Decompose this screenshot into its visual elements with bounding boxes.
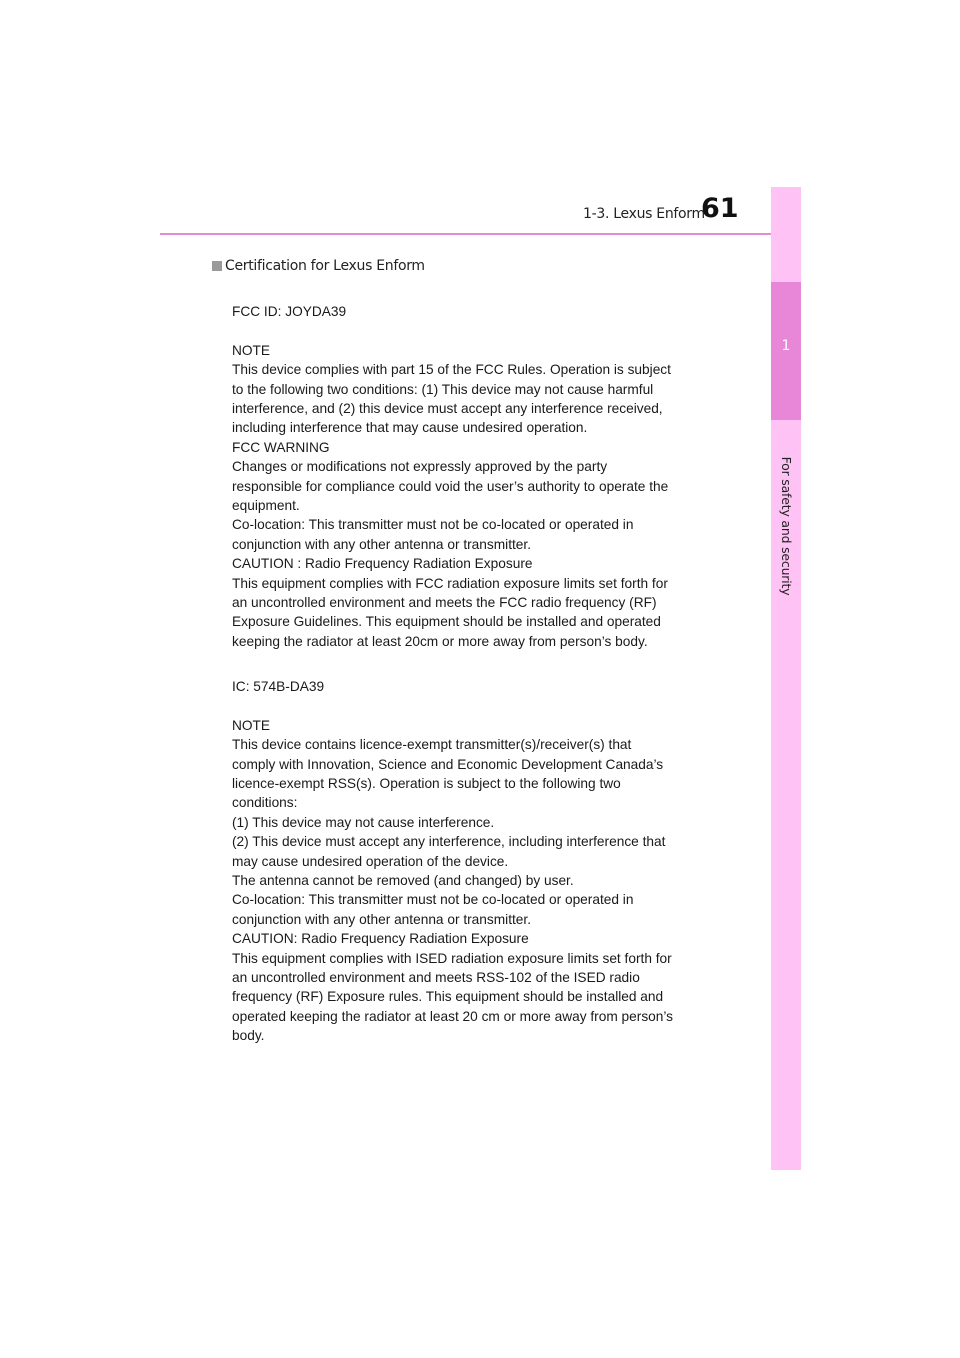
- chapter-label: For safety and security: [779, 456, 794, 596]
- fcc-line: FCC WARNING: [232, 439, 330, 455]
- ic-note-heading: NOTE: [232, 717, 271, 733]
- fcc-line: an uncontrolled environment and meets the FCC radio frequency (RF): [232, 595, 657, 611]
- ic-certification-block: [232, 677, 742, 1046]
- ic-line: operated keeping the radiator at least 20 cm or more away from person’s: [232, 1008, 674, 1024]
- spacer: [232, 696, 742, 715]
- ic-id: IC: 574B-DA39: [232, 679, 325, 694]
- ic-line: The antenna cannot be removed (and changed) by user.: [232, 873, 574, 889]
- fcc-line: This device complies with part 15 of the FCC Rules. Operation is subject: [232, 362, 671, 378]
- ic-line: an uncontrolled environment and meets RSS-102 of the ISED radio: [232, 970, 640, 986]
- square-bullet-icon: [212, 261, 222, 271]
- ic-line: This device contains licence-exempt transmitter(s)/receiver(s) that: [232, 737, 632, 753]
- fcc-line: to the following two conditions: (1) This device may not cause harmful: [232, 381, 654, 397]
- fcc-line: conjunction with any other antenna or transmitter.: [232, 536, 532, 552]
- fcc-line: responsible for compliance could void the user’s authority to operate the: [232, 478, 669, 494]
- ic-line: frequency (RF) Exposure rules. This equipment should be installed and: [232, 989, 664, 1005]
- ic-line: conjunction with any other antenna or transmitter.: [232, 911, 532, 927]
- fcc-line: keeping the radiator at least 20cm or more away from person’s body.: [232, 633, 648, 649]
- page-number: 61: [701, 193, 739, 224]
- ic-line: comply with Innovation, Science and Economic Development Canada’s: [232, 756, 664, 772]
- fcc-line: This equipment complies with FCC radiation exposure limits set forth for: [232, 575, 668, 591]
- ic-line: CAUTION: Radio Frequency Radiation Exposure: [232, 931, 529, 947]
- header-section-title: 1-3. Lexus Enform: [583, 206, 705, 222]
- ic-line: body.: [232, 1028, 265, 1044]
- fcc-line: Co-location: This transmitter must not be co-located or operated in: [232, 517, 634, 533]
- fcc-line: interference, and (2) this device must accept any interference received,: [232, 401, 663, 417]
- ic-line: may cause undesired operation of the device.: [232, 853, 509, 869]
- ic-line: licence-exempt RSS(s). Operation is subject to the following two: [232, 776, 621, 792]
- fcc-line: CAUTION : Radio Frequency Radiation Exposure: [232, 556, 533, 572]
- fcc-line: including interference that may cause undesired operation.: [232, 420, 588, 436]
- ic-line: Co-location: This transmitter must not be co-located or operated in: [232, 892, 634, 908]
- spacer: [232, 321, 742, 340]
- ic-line: conditions:: [232, 795, 298, 811]
- chapter-number: 1: [781, 338, 791, 354]
- section-heading: [212, 258, 425, 274]
- fcc-id: FCC ID: JOYDA39: [232, 304, 347, 319]
- ic-line: (1) This device may not cause interference.: [232, 814, 495, 830]
- section-heading-text: Certification for Lexus Enform: [225, 258, 425, 274]
- header-divider: [160, 233, 771, 235]
- fcc-line: equipment.: [232, 498, 300, 514]
- fcc-line: Changes or modifications not expressly approved by the party: [232, 459, 608, 475]
- ic-line: This equipment complies with ISED radiation exposure limits set forth for: [232, 950, 672, 966]
- ic-line: (2) This device must accept any interference, including interference that: [232, 834, 666, 850]
- fcc-note-heading: NOTE: [232, 342, 271, 358]
- fcc-line: Exposure Guidelines. This equipment should be installed and operated: [232, 614, 661, 630]
- fcc-certification-block: [232, 302, 742, 651]
